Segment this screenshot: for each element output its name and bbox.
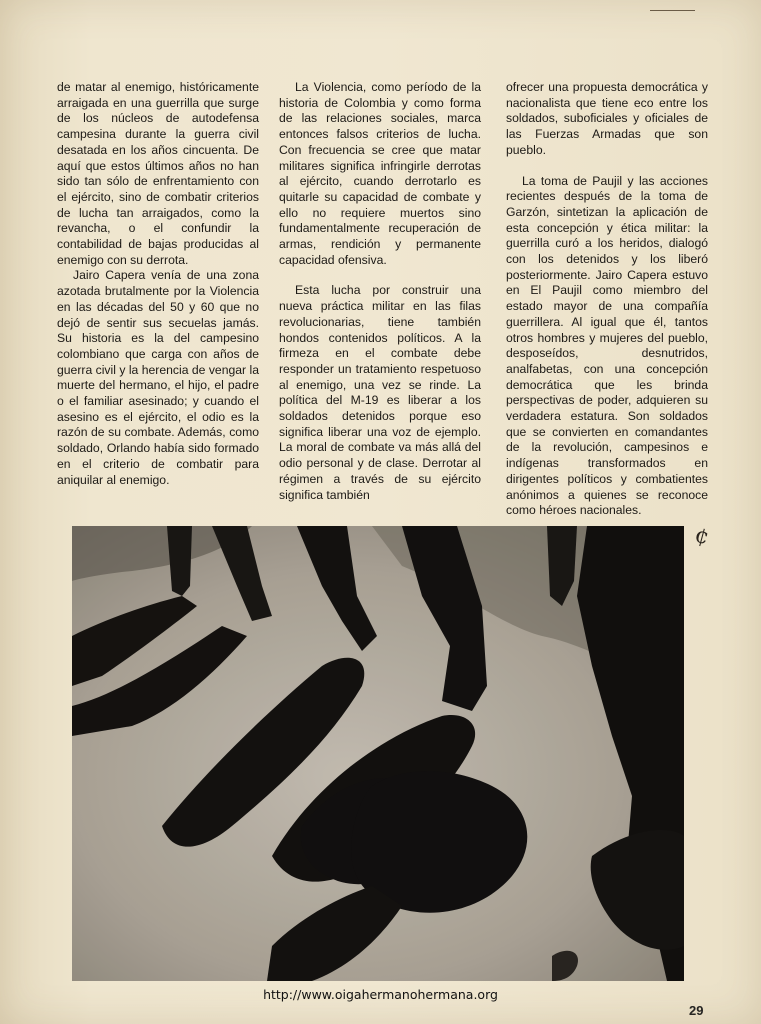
shadows-photo — [72, 526, 684, 981]
paragraph: La Violencia, como período de la historia de Colombia y como forma de las relaciones sociales, marca entonces falsos criterios de lucha. Con frecuencia se cree que matar militares significa infringirle derrotas al ejército, cuando derrotarlo es quitarle su capacidad de combate y ello no requiere muertos sino fundamentalmente recuperación de armas, rendición y permanente capacidad ofensiva. — [279, 80, 481, 267]
paragraph: Esta lucha por construir una nueva práctica militar en las filas revolucionarias, tiene también hondos contenidos políticos. A la firmeza en el combate debe responder un tratamiento respetuoso al enemigo, una vez se rinde. La política del M-19 es liberar a los soldados detenidos porque eso significa liberar una voz de ejemplo. La moral de combate va más allá del odio personal y de clase. Derrotar al régimen a través de su ejército significa también — [279, 283, 481, 502]
text-column-3 — [506, 80, 708, 519]
top-rule — [650, 10, 695, 11]
paragraph: Jairo Capera venía de una zona azotada brutalmente por la Violencia en las décadas del 50 y 60 que no dejó de sentir sus secuelas jamás. Su historia es la del campesino colombiano que carga con años de guerra civil y la herencia de vengar la muerte del hermano, el hijo, el padre o el familiar asesinado; y cuando el asesino es el ejército, el odio es la razón de su combate. Además, como soldado, Orlando había sido formado en el criterio de combatir para aniquilar al enemigo. — [57, 268, 259, 487]
paragraph: de matar al enemigo, históricamente arraigada en una guerrilla que surge de los núcleos de autodefensa campesina durante la guerra civil desatada en los años cincuenta. De aquí que estos últimos años no han sido tan sólo de enfrentamiento con el ejército, sino de combatir criterios de lucha tan arraigados, como la revancha, o el confundir la contabilidad de bajas producidas al enemigo con su derrota. — [57, 80, 259, 267]
footer-url[interactable]: http://www.oigahermanohermana.org — [263, 987, 498, 1002]
shadows-photo-image — [72, 526, 684, 981]
text-column-2 — [279, 80, 481, 503]
text-column-1 — [57, 80, 259, 488]
paragraph: La toma de Paujil y las acciones recientes después de la toma de Garzón, sintetizan la aplicación de esta concepción y ética militar: la guerrilla curó a los heridos, dialogó con los detenidos y los liberó posteriormente. Jairo Capera estuvo en El Paujil como miembro del estado mayor de una compañía guerrillera. Al igual que él, tantos otros hombres y mujeres del pueblo, desposeídos, desnutridos, analfabetas, con una concepción democrática que les brinda perspectivas de poder, adquieren su verdadera estatura. Son soldados que se convierten en comandantes de la revolución, campesinos e indígenas transformados en dirigentes políticos y combatientes anónimos a quienes se reconoce como héroes nacionales. — [506, 173, 708, 518]
handwritten-mark: ¢ — [692, 522, 712, 551]
paragraph: ofrecer una propuesta democrática y nacionalista que tiene eco entre los soldados, suboficiales y oficiales de las Fuerzas Armadas que son pueblo. — [506, 80, 708, 157]
page-number: 29 — [689, 1003, 704, 1018]
